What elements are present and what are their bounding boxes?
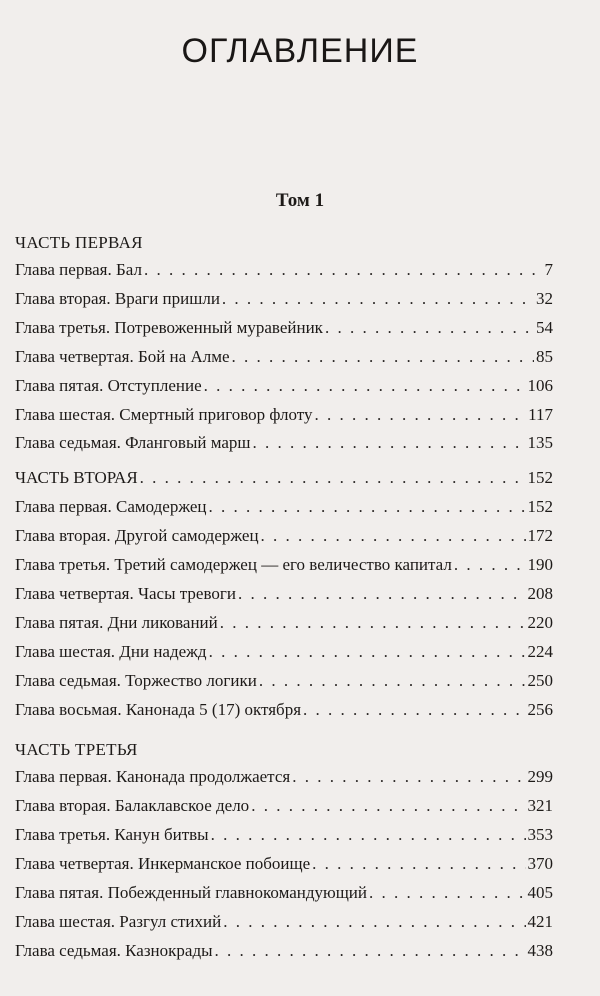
leader-dots [261, 526, 526, 546]
volume-title: Том 1 [275, 190, 325, 211]
entry-page: 370 [527, 854, 553, 873]
toc-entry[interactable] [15, 555, 553, 577]
entry-label: Глава третья. Третий самодержец — его величество капитал [15, 555, 452, 574]
leader-dots [220, 613, 526, 633]
toc-entry[interactable] [15, 767, 553, 789]
part-heading-entry[interactable] [15, 468, 553, 490]
entry-page: 224 [527, 642, 553, 661]
leader-dots [209, 642, 526, 662]
entry-label: Глава вторая. Враги пришли [15, 289, 220, 308]
toc-entry[interactable] [15, 260, 553, 282]
toc-entry[interactable] [15, 854, 553, 876]
entry-label: Глава пятая. Отступление [15, 376, 202, 395]
entry-label: Глава первая. Самодержец [15, 497, 207, 516]
entry-page: 353 [527, 825, 553, 844]
leader-dots [209, 497, 526, 517]
leader-dots [232, 347, 534, 367]
toc-entry[interactable] [15, 584, 553, 606]
toc-entry[interactable] [15, 671, 553, 693]
toc-entry[interactable] [15, 941, 553, 963]
part-title: ЧАСТЬ ВТОРАЯ [15, 468, 138, 487]
entry-label: Глава пятая. Дни ликований [15, 613, 218, 632]
leader-dots [454, 555, 526, 575]
leader-dots [215, 941, 526, 961]
entry-page: 7 [544, 260, 553, 279]
leader-dots [238, 584, 526, 604]
entry-label: Глава седьмая. Торжество логики [15, 671, 257, 690]
entry-page: 85 [536, 347, 553, 366]
entry-label: Глава вторая. Балаклавское дело [15, 796, 250, 815]
part-title: ЧАСТЬ ТРЕТЬЯ [15, 740, 138, 759]
leader-dots [325, 318, 534, 338]
entry-page: 172 [527, 526, 553, 545]
leader-dots [223, 912, 525, 932]
toc-entry[interactable] [15, 526, 553, 548]
toc-entry[interactable] [15, 405, 553, 427]
entry-page: 421 [527, 912, 553, 931]
entry-label: Глава четвертая. Бой на Алме [15, 347, 230, 366]
entry-label: Глава пятая. Побежденный главнокомандующий [15, 883, 368, 902]
toc-entry[interactable] [15, 700, 553, 722]
toc-entry[interactable] [15, 613, 553, 635]
entry-page: 54 [536, 318, 553, 337]
leader-dots [211, 825, 526, 845]
entry-label: Глава шестая. Разгул стихий [15, 912, 222, 931]
entry-label: Глава шестая. Смертный приговор флоту [15, 405, 313, 424]
entry-label: Глава седьмая. Казнокрады [15, 941, 213, 960]
part-page: 152 [527, 468, 553, 487]
entry-label: Глава третья. Канун битвы [15, 825, 209, 844]
entry-page: 438 [527, 941, 553, 960]
entry-label: Глава вторая. Другой самодержец [15, 526, 259, 545]
toc-entry[interactable] [15, 825, 553, 847]
entry-page: 256 [527, 700, 553, 719]
entry-page: 208 [527, 584, 553, 603]
entry-label: Глава седьмая. Фланговый марш [15, 433, 251, 452]
entry-page: 32 [536, 289, 553, 308]
entry-page: 152 [527, 497, 553, 516]
toc-entry[interactable] [15, 912, 553, 934]
leader-dots [253, 433, 526, 453]
toc-entry[interactable] [15, 497, 553, 519]
toc-entry[interactable] [15, 642, 553, 664]
leader-dots [222, 289, 534, 309]
leader-dots [204, 376, 526, 396]
entry-page: 321 [527, 796, 553, 815]
leader-dots [259, 671, 526, 691]
entry-page: 135 [527, 433, 553, 452]
toc-entry[interactable] [15, 347, 553, 369]
entry-page: 405 [527, 883, 553, 902]
page-title: ОГЛАВЛЕНИЕ [181, 32, 419, 70]
toc-entry[interactable] [15, 433, 553, 455]
toc-entry[interactable] [15, 883, 553, 905]
toc-entry[interactable] [15, 318, 553, 340]
entry-label: Глава шестая. Дни надежд [15, 642, 207, 661]
entry-page: 250 [527, 671, 553, 690]
entry-page: 190 [527, 555, 553, 574]
part-title: ЧАСТЬ ПЕРВАЯ [15, 233, 143, 252]
entry-page: 220 [527, 613, 553, 632]
toc-entry[interactable] [15, 376, 553, 398]
entry-label: Глава четвертая. Часы тревоги [15, 584, 236, 603]
leader-dots [251, 796, 525, 816]
entry-page: 117 [528, 405, 553, 424]
entry-page: 299 [527, 767, 553, 786]
leader-dots [140, 468, 526, 488]
entry-label: Глава первая. Бал [15, 260, 142, 279]
leader-dots [314, 405, 526, 425]
leader-dots [303, 700, 525, 720]
entry-label: Глава четвертая. Инкерманское побоище [15, 854, 311, 873]
toc-entry[interactable] [15, 289, 553, 311]
entry-label: Глава восьмая. Канонада 5 (17) октября [15, 700, 302, 719]
entry-label: Глава первая. Канонада продолжается [15, 767, 291, 786]
leader-dots [292, 767, 525, 787]
leader-dots [144, 260, 543, 280]
entry-page: 106 [527, 376, 553, 395]
leader-dots [369, 883, 525, 903]
leader-dots [312, 854, 525, 874]
toc-entry[interactable] [15, 796, 553, 818]
entry-label: Глава третья. Потревоженный муравейник [15, 318, 323, 337]
